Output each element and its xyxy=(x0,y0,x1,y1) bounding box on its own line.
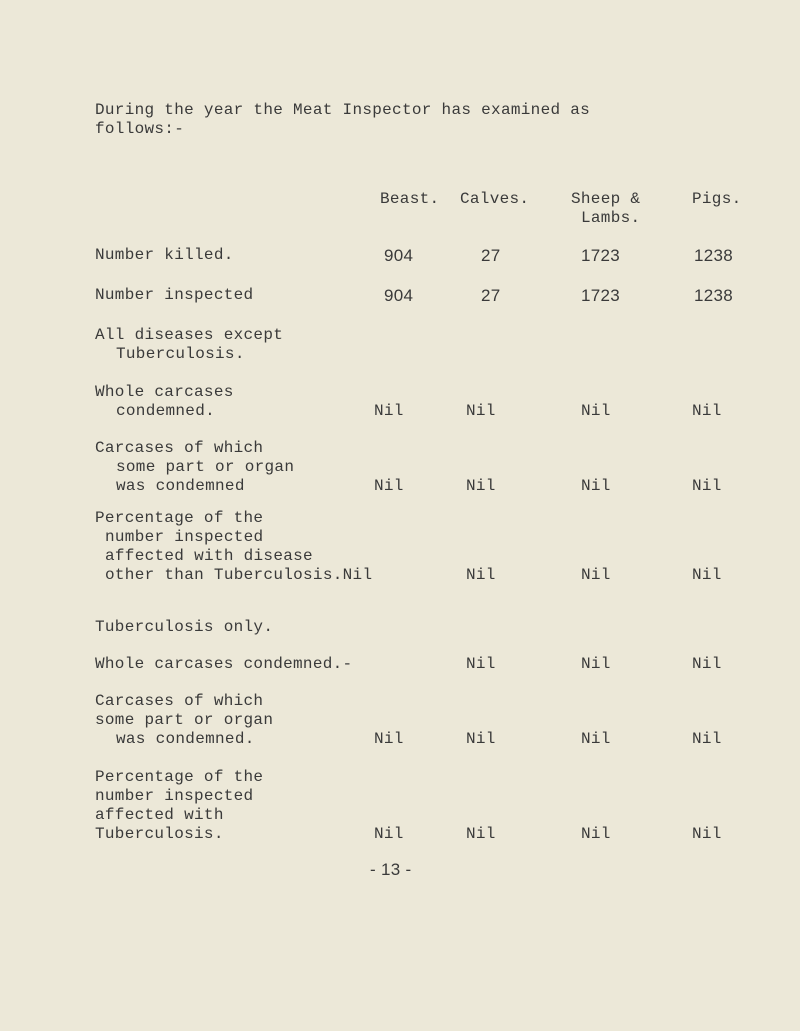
s1-whole-beast: Nil xyxy=(374,402,404,420)
inspected-sheep: 1723 xyxy=(581,286,621,305)
s2-whole-calves: Nil xyxy=(466,655,496,673)
row-label-killed: Number killed. xyxy=(95,246,234,264)
s2-part-sheep: Nil xyxy=(581,730,611,748)
s1-pct-line-3: affected with disease xyxy=(105,547,313,565)
s1-part-beast: Nil xyxy=(374,477,404,495)
s1-pct-line-1: Percentage of the xyxy=(95,509,264,527)
column-header-beast: Beast. xyxy=(380,190,440,208)
s1-part-line-3: was condemned xyxy=(116,477,245,495)
s2-pct-pigs: Nil xyxy=(692,825,722,843)
s1-part-calves: Nil xyxy=(466,477,496,495)
inspected-calves: 27 xyxy=(481,286,501,305)
s2-part-line-2: some part or organ xyxy=(95,711,274,729)
s2-part-pigs: Nil xyxy=(692,730,722,748)
s2-whole-pigs: Nil xyxy=(692,655,722,673)
s2-pct-calves: Nil xyxy=(466,825,496,843)
s1-pct-line-4: other than Tuberculosis.Nil xyxy=(105,566,373,584)
s2-part-line-1: Carcases of which xyxy=(95,692,264,710)
s2-pct-line-3: affected with xyxy=(95,806,224,824)
s1-part-line-1: Carcases of which xyxy=(95,439,264,457)
s1-pct-calves: Nil xyxy=(466,566,496,584)
s1-whole-calves: Nil xyxy=(466,402,496,420)
column-header-pigs: Pigs. xyxy=(692,190,742,208)
s2-part-line-3: was condemned. xyxy=(116,730,255,748)
s2-pct-line-2: number inspected xyxy=(95,787,254,805)
column-header-calves: Calves. xyxy=(460,190,530,208)
s1-pct-line-2: number inspected xyxy=(105,528,264,546)
killed-sheep: 1723 xyxy=(581,246,621,265)
s2-pct-beast: Nil xyxy=(374,825,404,843)
s2-part-calves: Nil xyxy=(466,730,496,748)
inspected-pigs: 1238 xyxy=(694,286,734,305)
s1-whole-pigs: Nil xyxy=(692,402,722,420)
column-header-sheep-2: Lambs. xyxy=(581,209,641,227)
killed-pigs: 1238 xyxy=(694,246,734,265)
s1-part-sheep: Nil xyxy=(581,477,611,495)
s2-pct-sheep: Nil xyxy=(581,825,611,843)
s1-whole-line-2: condemned. xyxy=(116,402,216,420)
intro-line-2: follows:- xyxy=(95,120,185,138)
s1-pct-pigs: Nil xyxy=(692,566,722,584)
s2-whole-line-1: Whole carcases condemned.- xyxy=(95,655,353,673)
s1-whole-sheep: Nil xyxy=(581,402,611,420)
page-number: - 13 - xyxy=(370,860,412,879)
section-heading-1-line-1: All diseases except xyxy=(95,326,284,344)
s2-pct-line-1: Percentage of the xyxy=(95,768,264,786)
s1-part-line-2: some part or organ xyxy=(116,458,295,476)
killed-calves: 27 xyxy=(481,246,501,265)
s2-whole-sheep: Nil xyxy=(581,655,611,673)
intro-line-1: During the year the Meat Inspector has examined as xyxy=(95,101,591,119)
s2-part-beast: Nil xyxy=(374,730,404,748)
inspected-beast: 904 xyxy=(384,286,414,305)
section-heading-2: Tuberculosis only. xyxy=(95,618,274,636)
s1-part-pigs: Nil xyxy=(692,477,722,495)
killed-beast: 904 xyxy=(384,246,414,265)
s1-whole-line-1: Whole carcases xyxy=(95,383,234,401)
s1-pct-sheep: Nil xyxy=(581,566,611,584)
column-header-sheep-1: Sheep & xyxy=(571,190,641,208)
s2-pct-line-4: Tuberculosis. xyxy=(95,825,224,843)
row-label-inspected: Number inspected xyxy=(95,286,254,304)
section-heading-1-line-2: Tuberculosis. xyxy=(116,345,245,363)
